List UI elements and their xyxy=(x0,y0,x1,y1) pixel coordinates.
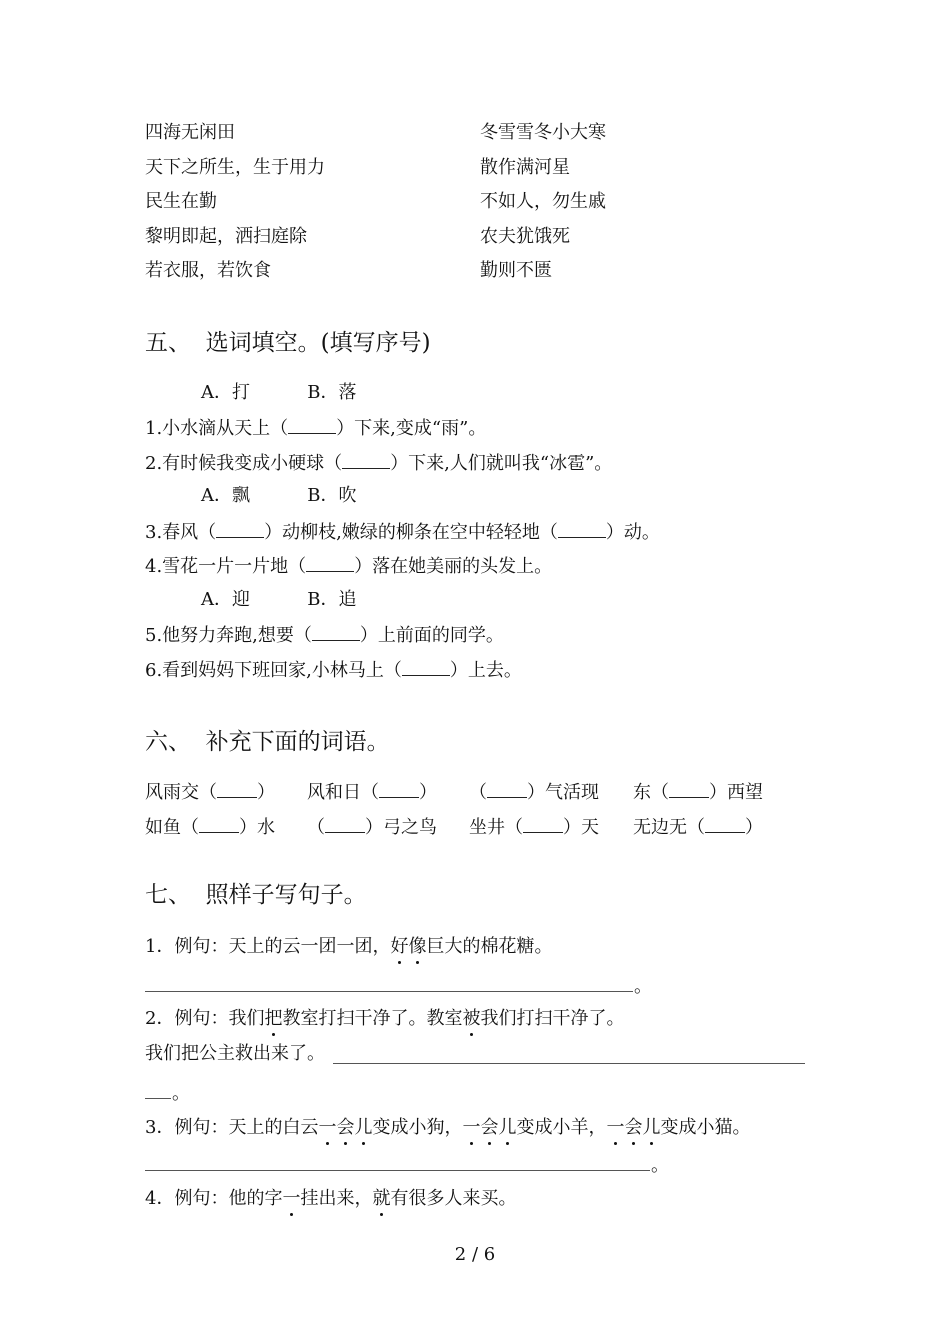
answer-line-1-period: 。 xyxy=(634,976,652,997)
idiom-1: 风雨交（ ） xyxy=(145,779,275,805)
question-3: 3.春风（ ）动柳枝,嫩绿的柳条在空中轻轻地（ ）动。 xyxy=(145,519,660,545)
answer-blank[interactable] xyxy=(402,657,450,676)
answer-blank[interactable] xyxy=(288,415,336,434)
answer-blank[interactable] xyxy=(669,779,709,798)
options-row-3: A．迎 B．追 xyxy=(201,589,357,610)
match-right-2: 散作满河星 xyxy=(480,157,570,178)
idiom-3: （ ）气活现 xyxy=(469,779,599,805)
idiom-8: 无边无（ ） xyxy=(633,814,763,840)
question-5: 5.他努力奔跑,想要（ ）上前面的同学。 xyxy=(145,622,504,648)
question-6: 6.看到妈妈下班回家,小林马上（ ）上去。 xyxy=(145,657,522,683)
section6-title: 六、 补充下面的词语。 xyxy=(145,729,390,755)
answer-blank[interactable] xyxy=(523,814,563,833)
section7-title: 七、 照样子写句子。 xyxy=(145,882,367,908)
page-number: 2 / 6 xyxy=(454,1244,496,1265)
match-left-3: 民生在勤 xyxy=(145,191,217,212)
example-sentence-2: 2．例句：我们把教室打扫干净了。教室被我们打扫干净了。 xyxy=(145,1008,625,1029)
match-left-4: 黎明即起，洒扫庭除 xyxy=(145,226,307,247)
question-1: 1.小水滴从天上（ ）下来,变成“雨”。 xyxy=(145,415,486,441)
match-left-5: 若衣服，若饮食 xyxy=(145,260,271,281)
answer-blank[interactable] xyxy=(306,553,354,572)
match-left-2: 天下之所生，生于用力 xyxy=(145,157,325,178)
match-right-4: 农夫犹饿死 xyxy=(480,226,570,247)
idiom-7: 坐井（ ）天 xyxy=(469,814,599,840)
options-row-2: A．飘 B．吹 xyxy=(201,485,357,506)
answer-line-3-period: 。 xyxy=(651,1155,669,1176)
match-right-5: 勤则不匮 xyxy=(480,260,552,281)
answer-blank[interactable] xyxy=(487,779,527,798)
answer-blank[interactable] xyxy=(199,814,239,833)
answer-blank[interactable] xyxy=(342,450,390,469)
idiom-4: 东（ ）西望 xyxy=(633,779,763,805)
answer-blank[interactable] xyxy=(217,779,257,798)
idiom-5: 如鱼（ ）水 xyxy=(145,814,275,840)
options-row-1: A．打 B．落 xyxy=(201,382,357,403)
match-right-3: 不如人，勿生戚 xyxy=(480,191,606,212)
answer-blank[interactable] xyxy=(379,779,419,798)
answer-line-2[interactable] xyxy=(333,1063,805,1064)
answer-line-3[interactable] xyxy=(145,1170,650,1171)
question-4: 4.雪花一片一片地（ ）落在她美丽的头发上。 xyxy=(145,553,552,579)
example-sentence-4: 4．例句：他的字一挂出来，就有很多人来买。 xyxy=(145,1188,517,1209)
answer-blank[interactable] xyxy=(705,814,745,833)
answer-line-2b[interactable] xyxy=(145,1098,171,1099)
example-sentence-3: 3．例句：天上的白云一会儿变成小狗，一会儿变成小羊，一会儿变成小猫。 xyxy=(145,1117,751,1138)
idiom-6: （ ）弓之鸟 xyxy=(307,814,437,840)
match-right-1: 冬雪雪冬小大寒 xyxy=(480,122,606,143)
task-sentence-2: 我们把公主救出来了。 xyxy=(145,1043,325,1064)
answer-blank[interactable] xyxy=(216,519,264,538)
answer-blank[interactable] xyxy=(312,622,360,641)
answer-line-2-period: 。 xyxy=(172,1083,190,1104)
example-sentence-1: 1．例句：天上的云一团一团，好像巨大的棉花糖。 xyxy=(145,936,553,957)
question-2: 2.有时候我变成小硬球（ ）下来,人们就叫我“冰雹”。 xyxy=(145,450,612,476)
answer-line-1[interactable] xyxy=(145,991,633,992)
match-left-1: 四海无闲田 xyxy=(145,122,235,143)
answer-blank[interactable] xyxy=(325,814,365,833)
section5-title: 五、 选词填空。(填写序号) xyxy=(145,330,431,356)
answer-blank[interactable] xyxy=(558,519,606,538)
idiom-2: 风和日（ ） xyxy=(307,779,437,805)
